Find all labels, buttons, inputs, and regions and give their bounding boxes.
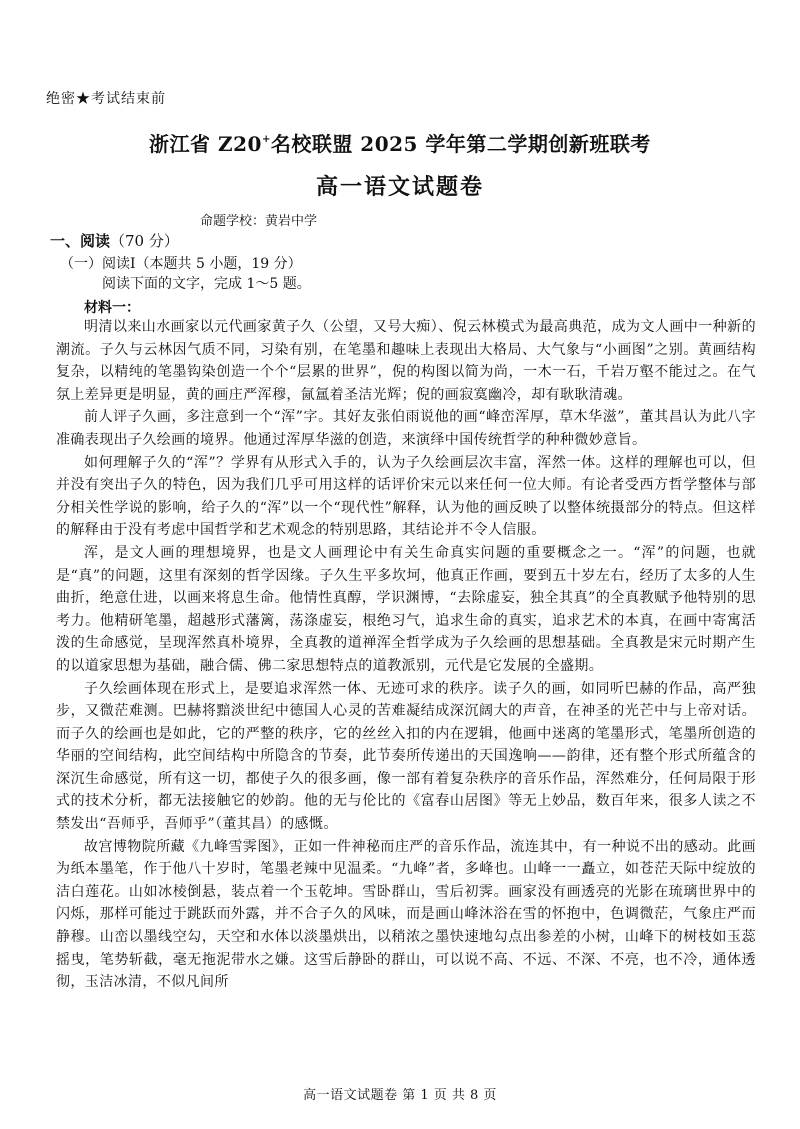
section-heading-label: 一、阅读 (50, 232, 111, 250)
passage-paragraph: 明清以来山水画家以元代画家黄子久（公望，又号大痴）、倪云林模式为最高典范，成为文人画中一种新的潮流。子久与云林因气质不同，习染有别，在笔墨和趣味上表现出大格局、大气象与“小画图”之别。黄画结构复杂，以精纯的笔墨钩染创造一个个“层累的世界”，倪的构图以简为尚，一木一石，千岩万壑不能过之。在气氛上差异更是明显，黄的画庄严浑穆，氤氲着圣洁光辉；倪的画寂寞幽冷，却有耿耿清魂。 (56, 319, 756, 403)
section-score: （70 分） (110, 232, 179, 250)
section-heading (50, 230, 179, 251)
passage-paragraph: 故宫博物院所藏《九峰雪霁图》，正如一件神秘而庄严的音乐作品，流连其中，有一种说不出的感动。此画为纸本墨笔，作于他八十岁时，笔墨老辣中见温柔。“九峰”者，多峰也。山峰一一矗立，如苍茫天际中绽放的洁白莲花。山如冰棱倒悬，装点着一个玉乾坤。雪卧群山，雪后初霁。画家没有画透亮的光影在琉璃世界中的闪烁，那样可能过于跳跃而外露，并不合子久的风味，而是画山峰沐浴在雪的怀抱中，色调微茫，气象庄严而静穆。山峦以墨线空勾，天空和水体以淡墨烘出，以稍浓之墨快速地勾点出参差的小树，山峰下的树枝如玉蕊摇曳，笔势斩截，毫无拖泥带水之嫌。这雪后静卧的群山，可以说不高、不远、不深、不亮，也不冷，通体透彻，玉洁冰清，不似凡间所 (56, 838, 756, 991)
passage-paragraph: 子久绘画体现在形式上，是要追求浑然一体、无迹可求的秩序。读子久的画，如同听巴赫的作品，高严独步，又微茫难测。巴赫将黯淡世纪中德国人心灵的苦难凝结成深沉阔大的声音，在神圣的光芒中与上帝对话。而子久的绘画也是如此，它的严整的秩序，它的丝丝入扣的内在逻辑，他画中迷离的笔墨形式，笔墨所创造的华丽的空间结构，此空间结构中所隐含的节奏，此节奏所传递出的天国逸响——韵律，还有整个形式所蕴含的深沉生命感觉，所有这一切，都使子久的很多画，像一部有着复杂秩序的音乐作品，浑然难分，任何局限于形式的技术分析，都无法接触它的妙韵。他的无与伦比的《富春山居图》等无上妙品，数百年来，很多人读之不禁发出“吾师乎，吾师乎”（董其昌）的感慨。 (56, 680, 756, 833)
exam-title-post: 名校联盟 2025 学年第二学期创新班联考 (270, 132, 651, 156)
sub-section-heading: （一）阅读Ⅰ（本题共 5 小题，19 分） (60, 256, 302, 272)
exam-title (0, 128, 800, 157)
passage-paragraph: 浑，是文人画的理想境界，也是文人画理论中有关生命真实问题的重要概念之一。“浑”的问题，也就是“真”的问题，这里有深刻的哲学因缘。子久生平多坎坷，他真正作画，要到五十岁左右，经历了太多的人生曲折，绝意仕进，以画来将息生命。他情性真醇，学识渊博，“去除虚妄，独全其真”的全真教赋予他特别的思考力。他精研笔墨，超越形式藩篱，荡涤虚妄，根绝习气，追求生命的真实，追求艺术的本真，在画中寄寓活泼的生命感觉，呈现浑然真朴境界，全真教的道禅浑全哲学成为子久绘画的思想基础。全真教是宋元时期产生的以道家思想为基础，融合儒、佛二家思想特点的道教派别，元代是它发展的全盛期。 (56, 544, 756, 674)
reading-instruction: 阅读下面的文字，完成 1～5 题。 (102, 276, 311, 292)
exam-title-pre: 浙江省 Z20 (149, 132, 262, 156)
exam-title-sup: + (261, 134, 271, 145)
paper-title: 高一语文试题卷 (315, 174, 484, 200)
material-label: 材料一： (84, 300, 140, 316)
setting-school: 命题学校：黄岩中学 (200, 214, 318, 229)
confidential-label: 绝密★考试结束前 (46, 91, 166, 107)
passage-body (56, 316, 756, 994)
passage-paragraph: 前人评子久画，多注意到一个“浑”字。其好友张伯雨说他的画“峰峦浑厚，草木华滋”，董其昌认为此八字准确表现出子久绘画的境界。他通过浑厚华滋的创造，来演绎中国传统哲学的种种微妙意旨。 (56, 409, 756, 448)
passage-paragraph: 如何理解子久的“浑”？学界有从形式入手的，认为子久绘画层次丰富，浑然一体。这样的理解也可以，但并没有突出子久的特色，因为我们几乎可用这样的话评价宋元以来任何一位大师。有论者受西方哲学整体与部分相关性学说的影响，给子久的“浑”以一个“现代性”解释，认为他的画反映了以整体统摄部分的特点。但这样的解释由于没有考虑中国哲学和艺术观念的特别思路，其结论并不令人信服。 (56, 454, 756, 539)
page-footer: 高一语文试题卷 第 1 页 共 8 页 (303, 1088, 497, 1103)
